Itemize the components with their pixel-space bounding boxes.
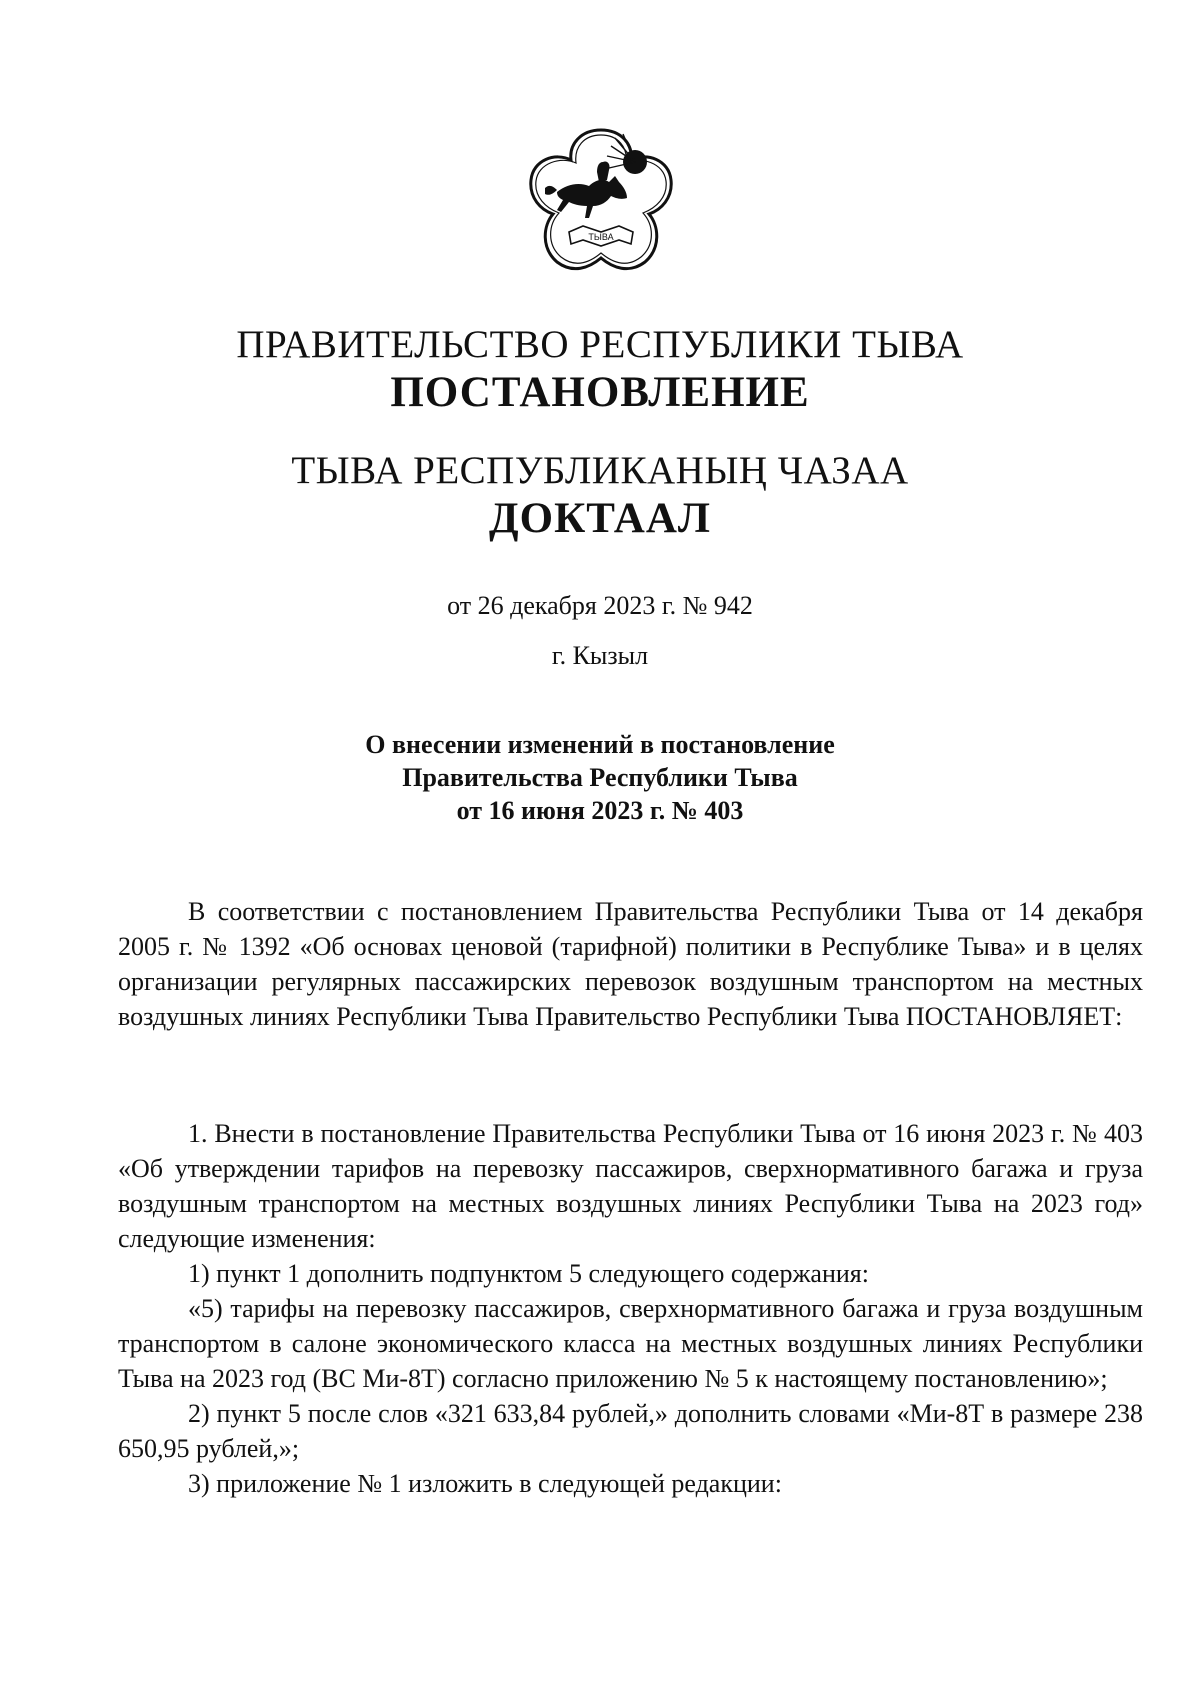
document-title-line: от 16 июня 2023 г. № 403: [456, 796, 744, 825]
preamble-text: В соответствии с постановлением Правительства Республики Тыва от 14 декабря 2005 г. № 1392 «Об основах ценовой (тарифной) политики в Республике Тыва» и в целях организации регулярных пассажирских перевозок воздушным транспортом на местных воздушных линиях Республики Тыва Правительство Республики Тыва ПОСТАНОВЛЯЕТ:: [118, 897, 1143, 1031]
decree-date-number: от 26 декабря 2023 г. № 942: [447, 591, 753, 620]
tuva-coat-of-arms-icon: [523, 122, 679, 282]
preamble-paragraph: [118, 894, 1143, 1034]
government-title-ru: ПРАВИТЕЛЬСТВО РЕСПУБЛИКИ ТЫВА: [236, 323, 964, 366]
subitem-1-text: «5) тарифы на перевозку пассажиров, сверхнормативного багажа и груза воздушным транспортом в салоне экономического класса на местных воздушных линиях Республики Тыва на 2023 год (ВС Ми-8Т) согласно приложению № 5 к настоящему постановлению»;: [118, 1294, 1143, 1393]
item-1-paragraph: 1. Внести в постановление Правительства Республики Тыва от 16 июня 2023 г. № 403 «Об утверждении тарифов на перевозку пассажиров, сверхнормативного багажа и груза воздушным транспортом на местных воздушных линиях Республики Тыва на 2023 год» следующие изменения:: [118, 1119, 1143, 1253]
subitem-1: 1) пункт 1 дополнить подпунктом 5 следующего содержания:: [188, 1259, 869, 1288]
decree-type-tuv: ДОКТААЛ: [489, 495, 711, 542]
subitem-2: 2) пункт 5 после слов «321 633,84 рублей,» дополнить словами «Ми-8Т в размере 238 650,95 рублей,»;: [118, 1399, 1143, 1463]
amendments-section: [118, 1116, 1143, 1501]
decree-city: г. Кызыл: [551, 641, 649, 670]
government-title-tuv: ТЫВА РЕСПУБЛИКАНЫҢ ЧАЗАА: [291, 449, 909, 492]
decree-type-ru: ПОСТАНОВЛЕНИЕ: [390, 369, 810, 416]
document-title-line: Правительства Республики Тыва: [402, 763, 798, 792]
subitem-3: 3) приложение № 1 изложить в следующей редакции:: [188, 1469, 782, 1498]
document-title-line: О внесении изменений в постановление: [365, 730, 835, 759]
document-title: [0, 728, 1200, 827]
emblem-inscription: ТЫВА: [588, 232, 614, 242]
